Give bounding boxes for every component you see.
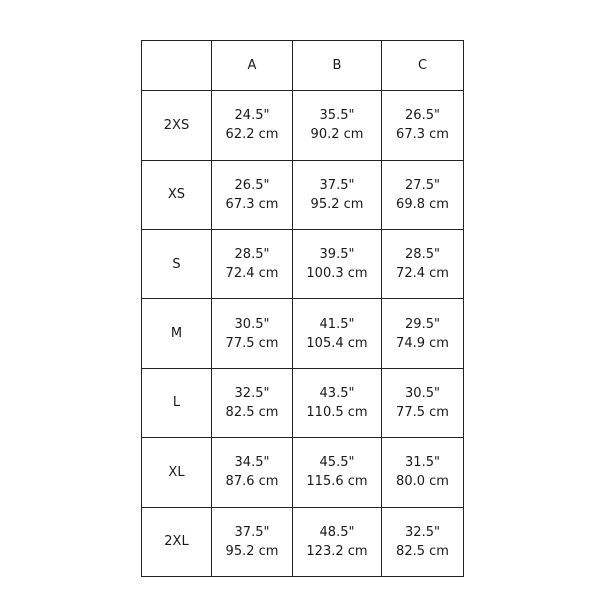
measurement-cell	[293, 507, 382, 576]
corner-cell	[142, 41, 212, 91]
size-label: M	[142, 299, 212, 368]
inches-value: 35.5"	[319, 108, 355, 124]
measurement-cell	[293, 160, 382, 229]
cm-value: 74.9 cm	[396, 335, 449, 351]
cm-value: 90.2 cm	[310, 127, 364, 143]
inches-value: 24.5"	[234, 108, 270, 124]
measurement-cell	[212, 230, 293, 299]
measurement-cell	[382, 230, 464, 299]
measurement-cell	[382, 160, 464, 229]
inches-value: 32.5"	[405, 524, 440, 540]
measurement-cell	[293, 91, 382, 160]
size-label: L	[142, 368, 212, 437]
table-row	[142, 160, 464, 229]
cm-value: 77.5 cm	[225, 335, 279, 351]
measurement-cell	[212, 507, 293, 576]
table-row	[142, 507, 464, 576]
cm-value: 77.5 cm	[396, 404, 449, 420]
cm-value: 87.6 cm	[225, 474, 279, 490]
inches-value: 27.5"	[405, 177, 440, 193]
table-row	[142, 438, 464, 507]
measurement-cell	[382, 299, 464, 368]
cm-value: 100.3 cm	[306, 266, 368, 282]
table-row	[142, 230, 464, 299]
inches-value: 37.5"	[319, 177, 355, 193]
measurement-cell	[212, 368, 293, 437]
inches-value: 45.5"	[319, 455, 355, 471]
inches-value: 32.5"	[234, 385, 270, 401]
cm-value: 110.5 cm	[306, 404, 368, 420]
cm-value: 67.3 cm	[225, 196, 279, 212]
table-row	[142, 299, 464, 368]
inches-value: 41.5"	[319, 316, 355, 332]
size-label: 2XS	[142, 91, 212, 160]
measurement-cell	[382, 438, 464, 507]
cm-value: 82.5 cm	[396, 543, 449, 559]
measurement-cell	[212, 438, 293, 507]
size-chart-table	[141, 40, 464, 577]
column-header-a: A	[212, 41, 293, 91]
inches-value: 43.5"	[319, 385, 355, 401]
column-header-c: C	[382, 41, 464, 91]
measurement-cell	[293, 368, 382, 437]
measurement-cell	[212, 160, 293, 229]
column-header-b: B	[293, 41, 382, 91]
table-row	[142, 91, 464, 160]
measurement-cell	[212, 299, 293, 368]
measurement-cell	[382, 91, 464, 160]
inches-value: 31.5"	[405, 455, 440, 471]
size-chart-body	[142, 41, 464, 577]
inches-value: 28.5"	[405, 247, 440, 263]
cm-value: 69.8 cm	[396, 196, 449, 212]
inches-value: 34.5"	[234, 455, 270, 471]
measurement-cell	[293, 299, 382, 368]
size-label: XS	[142, 160, 212, 229]
inches-value: 39.5"	[319, 247, 355, 263]
measurement-cell	[293, 230, 382, 299]
measurement-cell	[212, 91, 293, 160]
cm-value: 95.2 cm	[225, 543, 279, 559]
cm-value: 80.0 cm	[396, 474, 449, 490]
size-label: 2XL	[142, 507, 212, 576]
size-label: XL	[142, 438, 212, 507]
cm-value: 72.4 cm	[225, 266, 279, 282]
cm-value: 123.2 cm	[306, 543, 368, 559]
cm-value: 82.5 cm	[225, 404, 279, 420]
cm-value: 62.2 cm	[225, 127, 279, 143]
cm-value: 115.6 cm	[306, 474, 368, 490]
inches-value: 29.5"	[405, 316, 440, 332]
inches-value: 48.5"	[319, 524, 355, 540]
cm-value: 72.4 cm	[396, 266, 449, 282]
inches-value: 26.5"	[234, 177, 270, 193]
cm-value: 105.4 cm	[306, 335, 368, 351]
cm-value: 95.2 cm	[310, 196, 364, 212]
measurement-cell	[293, 438, 382, 507]
inches-value: 26.5"	[405, 108, 440, 124]
inches-value: 28.5"	[234, 247, 270, 263]
measurement-cell	[382, 507, 464, 576]
header-row	[142, 41, 464, 91]
measurement-cell	[382, 368, 464, 437]
cm-value: 67.3 cm	[396, 127, 449, 143]
size-label: S	[142, 230, 212, 299]
table-row	[142, 368, 464, 437]
inches-value: 37.5"	[234, 524, 270, 540]
inches-value: 30.5"	[234, 316, 270, 332]
inches-value: 30.5"	[405, 385, 440, 401]
